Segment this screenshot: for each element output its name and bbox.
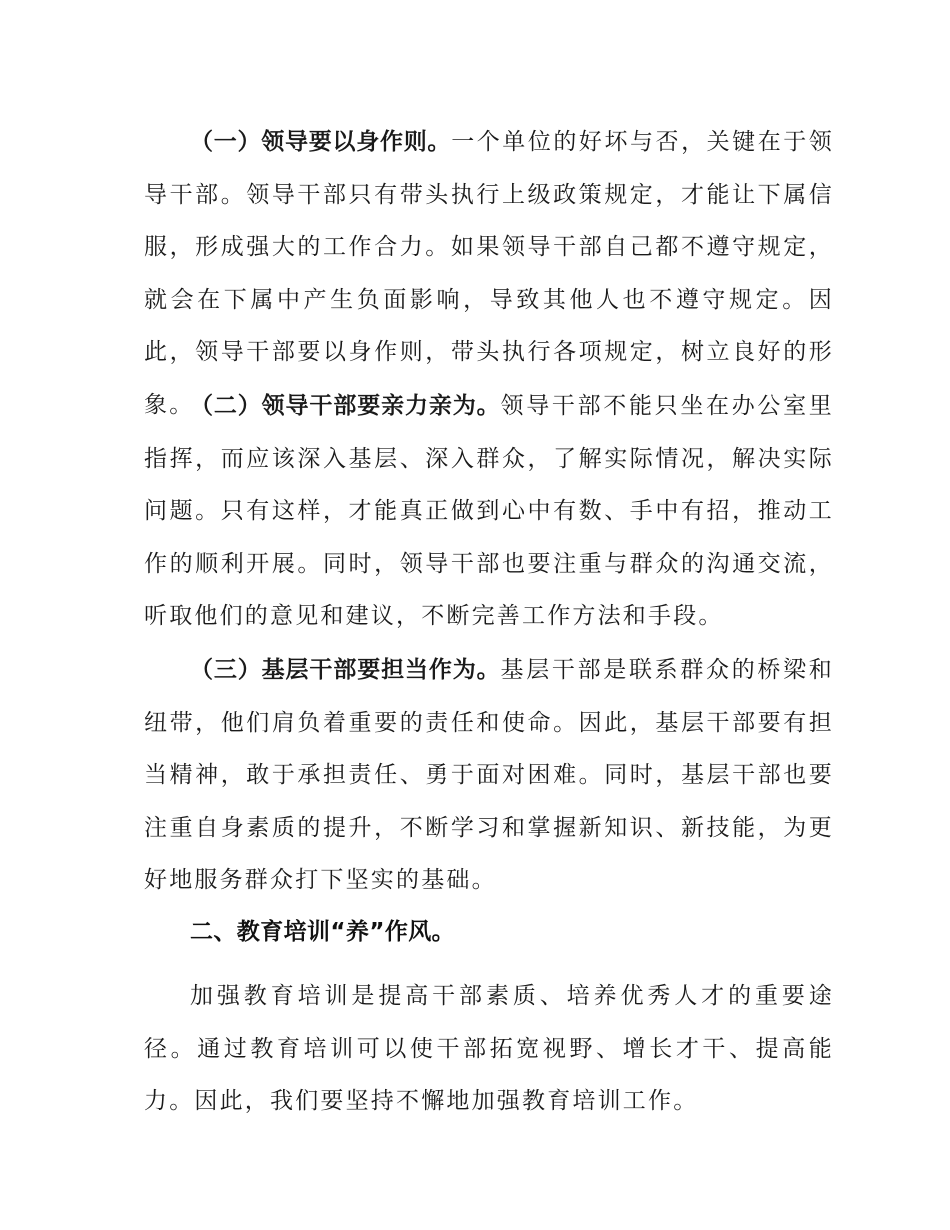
- paragraph-body-text: 基层干部是联系群众的桥梁和纽带，他们肩负着重要的责任和使命。因此，基层干部要有担当精神，敢于承担责任、勇于面对困难。同时，基层干部也要注重自身素质的提升，不断学习和掌握新知识、新技能，为更好地服务群众打下坚实的基础。: [144, 657, 834, 893]
- paragraph-leaders-hands-on: [144, 380, 834, 643]
- paragraph-education-training: 加强教育培训是提高干部素质、培养优秀人才的重要途径。通过教育培训可以使干部拓宽视野、增长才干、提高能力。因此，我们要坚持不懈地加强教育培训工作。: [144, 983, 834, 1114]
- paragraph-lead-heading: （二）领导干部要亲力亲为。: [190, 393, 501, 419]
- paragraph-lead-heading: （三）基层干部要担当作为。: [190, 657, 501, 683]
- paragraph-grassroots-cadres: [144, 644, 834, 907]
- section-heading-education-training: 二、教育培训“养”作风。: [190, 919, 456, 945]
- paragraph-lead-heading: （一）领导要以身作则。: [190, 129, 452, 155]
- paragraph-body-text: 一个单位的好坏与否，关键在于领导干部。领导干部只有带头执行上级政策规定，才能让下属信服，形成强大的工作合力。如果领导干部自己都不遵守规定，就会在下属中产生负面影响，导致其他人也不遵守规定。因此，领导干部要以身作则，带头执行各项规定，树立良好的形象。: [144, 129, 834, 418]
- paragraph-body-text: 领导干部不能只坐在办公室里指挥，而应该深入基层、深入群众，了解实际情况，解决实际问题。只有这样，才能真正做到心中有数、手中有招，推动工作的顺利开展。同时，领导干部也要注重与群众的沟通交流，听取他们的意见和建议，不断完善工作方法和手段。: [144, 393, 834, 629]
